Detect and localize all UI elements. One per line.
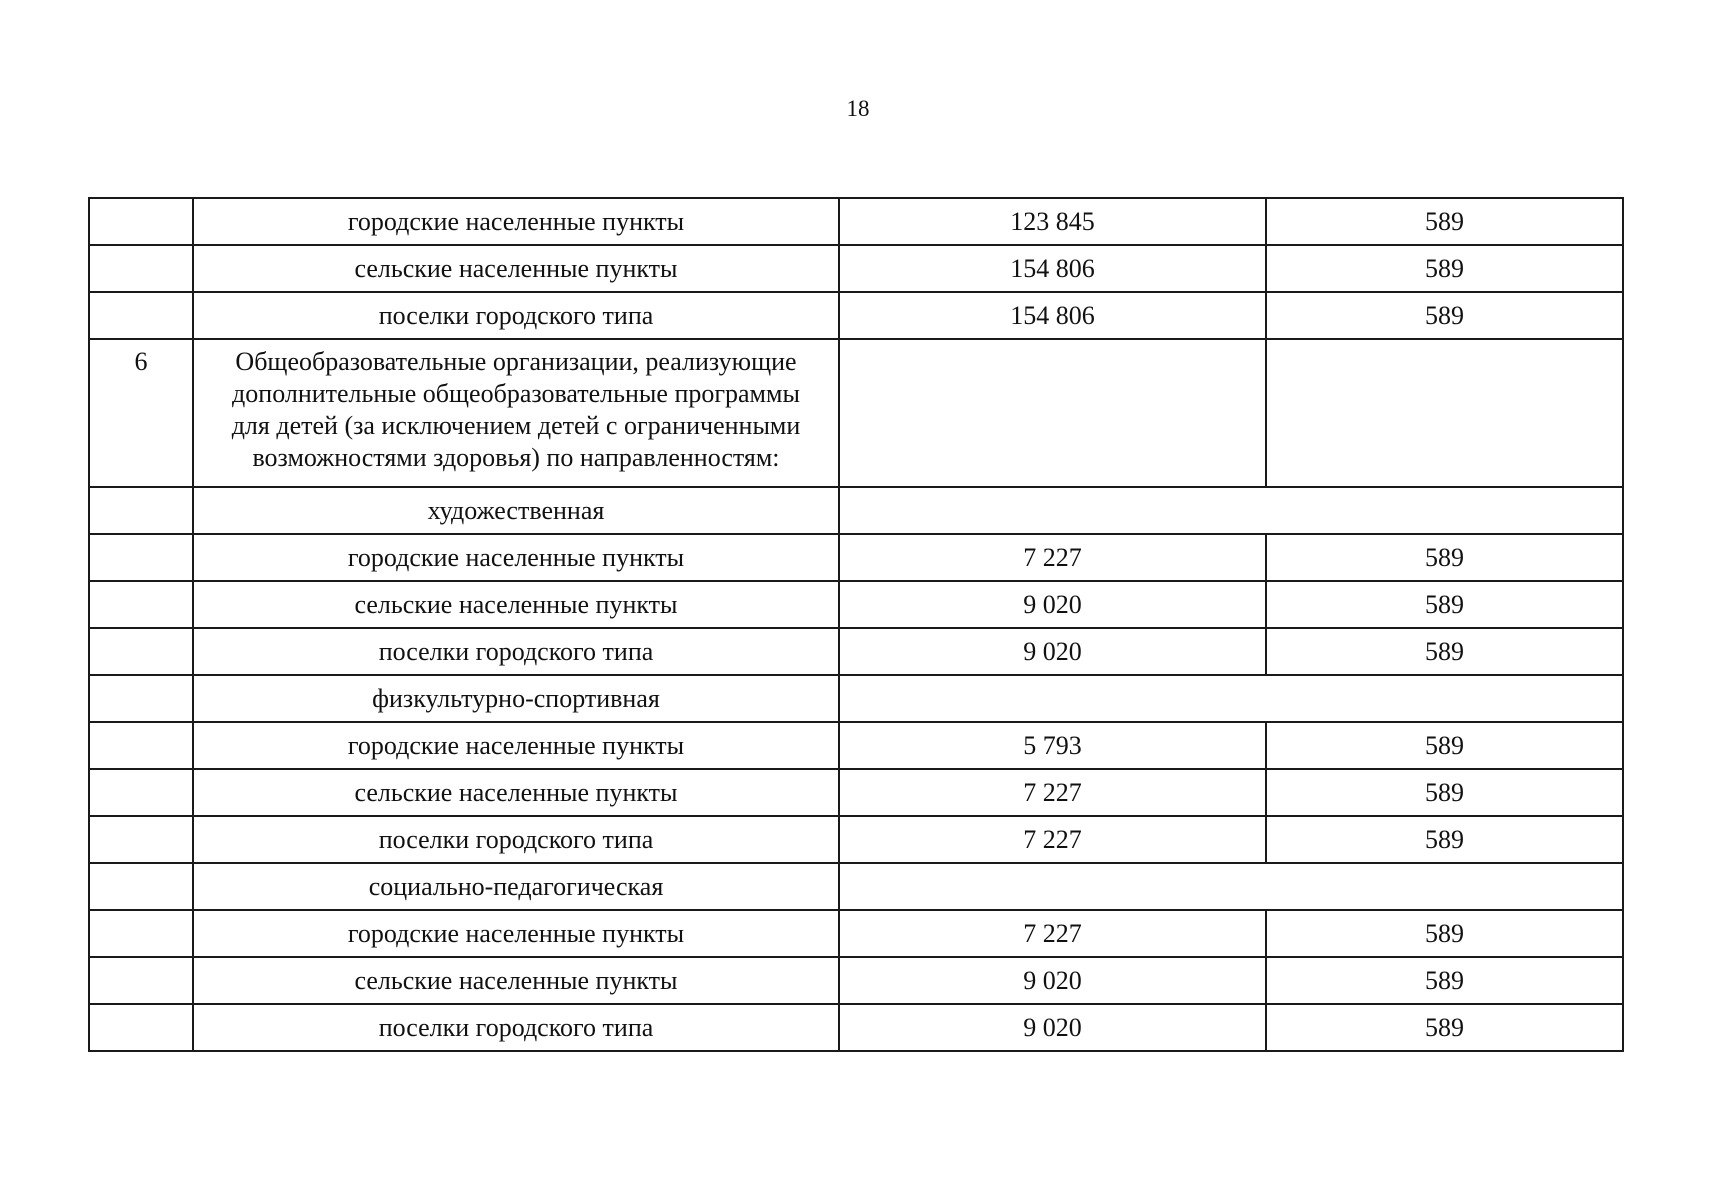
table-row: [89, 628, 1623, 675]
settlement-type-cell: поселки городского типа: [193, 628, 839, 675]
table-row: [89, 534, 1623, 581]
row-number-cell: [89, 957, 193, 1004]
table-row: [89, 292, 1623, 339]
table-row: [89, 957, 1623, 1004]
value-cell: 154 806: [839, 292, 1266, 339]
row-number-cell: [89, 487, 193, 534]
value-cell: 9 020: [839, 1004, 1266, 1051]
value-cell: [839, 339, 1266, 487]
table-row: [89, 816, 1623, 863]
table-row: [89, 910, 1623, 957]
row-number-cell: [89, 910, 193, 957]
section-heading-line: Общеобразовательные организации, реализующие: [235, 347, 797, 376]
row-number-cell: 6: [89, 339, 193, 487]
settlement-type-cell: поселки городского типа: [193, 816, 839, 863]
value-cell: 7 227: [839, 910, 1266, 957]
value-cell: 589: [1266, 910, 1623, 957]
value-cell: 9 020: [839, 628, 1266, 675]
value-cell: 589: [1266, 534, 1623, 581]
value-cell: 589: [1266, 198, 1623, 245]
settlement-type-cell: городские населенные пункты: [193, 534, 839, 581]
value-cell: 589: [1266, 581, 1623, 628]
empty-value-cell: [839, 863, 1623, 910]
value-cell: [1266, 339, 1623, 487]
settlement-type-cell: поселки городского типа: [193, 1004, 839, 1051]
table-row: [89, 198, 1623, 245]
empty-value-cell: [839, 675, 1623, 722]
row-number-cell: [89, 534, 193, 581]
row-number-cell: [89, 816, 193, 863]
settlement-type-cell: сельские населенные пункты: [193, 581, 839, 628]
settlement-type-cell: городские населенные пункты: [193, 910, 839, 957]
row-number-cell: [89, 198, 193, 245]
row-number-cell: [89, 1004, 193, 1051]
value-cell: 589: [1266, 1004, 1623, 1051]
value-cell: 589: [1266, 245, 1623, 292]
row-number-cell: [89, 245, 193, 292]
group-title-cell: социально-педагогическая: [193, 863, 839, 910]
value-cell: 589: [1266, 957, 1623, 1004]
value-cell: 589: [1266, 628, 1623, 675]
section-heading-row: [89, 339, 1623, 487]
value-cell: 589: [1266, 292, 1623, 339]
row-number-cell: [89, 722, 193, 769]
table-row: [89, 769, 1623, 816]
section-heading-cell: [193, 339, 839, 487]
row-number-cell: [89, 628, 193, 675]
group-title-row: [89, 675, 1623, 722]
value-cell: 7 227: [839, 534, 1266, 581]
table-row: [89, 1004, 1623, 1051]
row-number-cell: [89, 292, 193, 339]
row-number-cell: [89, 675, 193, 722]
value-cell: 589: [1266, 769, 1623, 816]
value-cell: 9 020: [839, 581, 1266, 628]
settlement-type-cell: поселки городского типа: [193, 292, 839, 339]
group-title-row: [89, 863, 1623, 910]
section-heading-line: для детей (за исключением детей с ограниченными: [231, 411, 801, 440]
row-number-cell: [89, 581, 193, 628]
settlement-type-cell: сельские населенные пункты: [193, 957, 839, 1004]
group-title-row: [89, 487, 1623, 534]
empty-value-cell: [839, 487, 1623, 534]
group-title-cell: физкультурно-спортивная: [193, 675, 839, 722]
value-cell: 7 227: [839, 816, 1266, 863]
settlement-type-cell: сельские населенные пункты: [193, 245, 839, 292]
section-heading-line: возможностями здоровья) по направленностям:: [252, 443, 780, 472]
value-cell: 5 793: [839, 722, 1266, 769]
page-number: 18: [846, 96, 870, 121]
value-cell: 123 845: [839, 198, 1266, 245]
value-cell: 9 020: [839, 957, 1266, 1004]
table-row: [89, 245, 1623, 292]
value-cell: 7 227: [839, 769, 1266, 816]
tariff-table: [88, 197, 1624, 1052]
row-number-cell: [89, 769, 193, 816]
settlement-type-cell: сельские населенные пункты: [193, 769, 839, 816]
row-number-cell: [89, 863, 193, 910]
section-heading-line: дополнительные общеобразовательные программы: [232, 379, 800, 408]
table-row: [89, 581, 1623, 628]
value-cell: 589: [1266, 722, 1623, 769]
value-cell: 154 806: [839, 245, 1266, 292]
group-title-cell: художественная: [193, 487, 839, 534]
value-cell: 589: [1266, 816, 1623, 863]
settlement-type-cell: городские населенные пункты: [193, 722, 839, 769]
table-row: [89, 722, 1623, 769]
settlement-type-cell: городские населенные пункты: [193, 198, 839, 245]
